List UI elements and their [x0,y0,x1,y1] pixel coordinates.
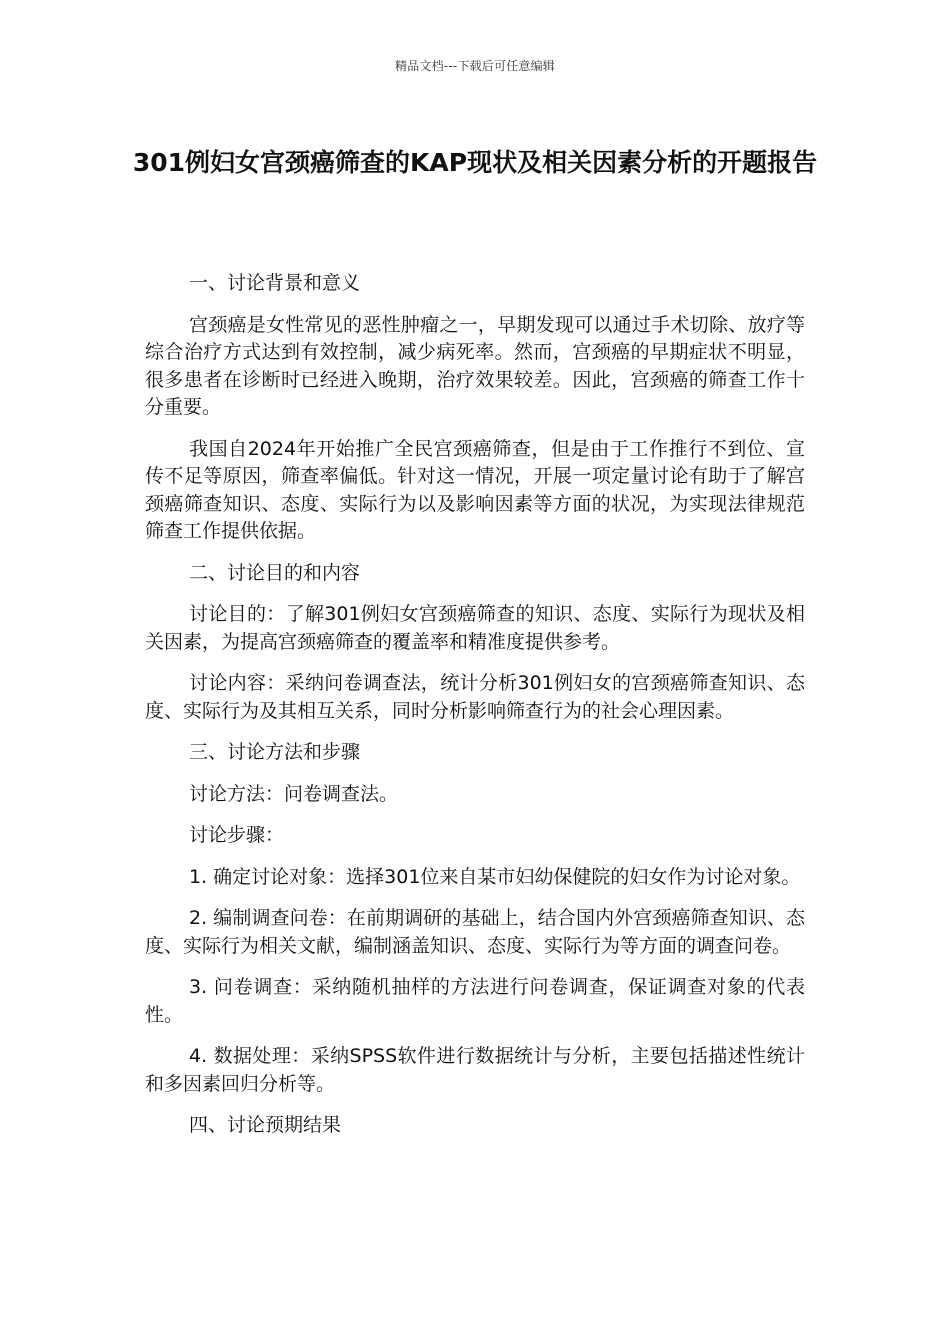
body-paragraph: 宫颈癌是女性常见的恶性肿瘤之一，早期发现可以通过手术切除、放疗等综合治疗方式达到有效控制，减少病死率。然而，宫颈癌的早期症状不明显，很多患者在诊断时已经进入晚期，治疗效果较差。因此，宫颈癌的筛查工作十分重要。 [145,313,805,418]
list-item: 1. 确定讨论对象：选择301位来自某市妇幼保健院的妇女作为讨论对象。 [189,865,801,888]
section-heading-background: 一、讨论背景和意义 [189,272,361,294]
body-paragraph: 我国自2024年开始推广全民宫颈癌筛查，但是由于工作推行不到位、宣传不足等原因，筛查率偏低。针对这一情况，开展一项定量讨论有助于了解宫颈癌筛查知识、态度、实际行为以及影响因素等方面的状况，为实现法律规范筛查工作提供依据。 [145,437,805,542]
body-paragraph: 讨论方法：问卷调查法。 [189,782,399,805]
body-paragraph: 讨论内容：采纳问卷调查法，统计分析301例妇女的宫颈癌筛查知识、态度、实际行为及其相互关系，同时分析影响筛查行为的社会心理因素。 [145,672,805,722]
list-item: 3. 问卷调查：采纳随机抽样的方法进行问卷调查，保证调查对象的代表性。 [145,976,805,1026]
section-heading-expected-results: 四、讨论预期结果 [189,1114,342,1136]
list-item: 4. 数据处理：采纳SPSS软件进行数据统计与分析，主要包括描述性统计和多因素回归分析等。 [145,1045,805,1095]
document-title: 301例妇女宫颈癌筛查的KAP现状及相关因素分析的开题报告 [132,148,818,177]
body-paragraph: 讨论目的：了解301例妇女宫颈癌筛查的知识、态度、实际行为现状及相关因素，为提高宫颈癌筛查的覆盖率和精准度提供参考。 [145,603,805,653]
section-heading-purpose: 二、讨论目的和内容 [189,561,361,584]
section-heading-methods: 三、讨论方法和步骤 [189,741,361,763]
list-item: 2. 编制调查问卷：在前期调研的基础上，结合国内外宫颈癌筛查知识、态度、实际行为相关文献，编制涵盖知识、态度、实际行为等方面的调查问卷。 [145,907,805,957]
document-body [145,270,805,1154]
header-note: 精品文档---下载后可任意编辑 [395,59,555,73]
body-paragraph: 讨论步骤： [189,824,285,846]
